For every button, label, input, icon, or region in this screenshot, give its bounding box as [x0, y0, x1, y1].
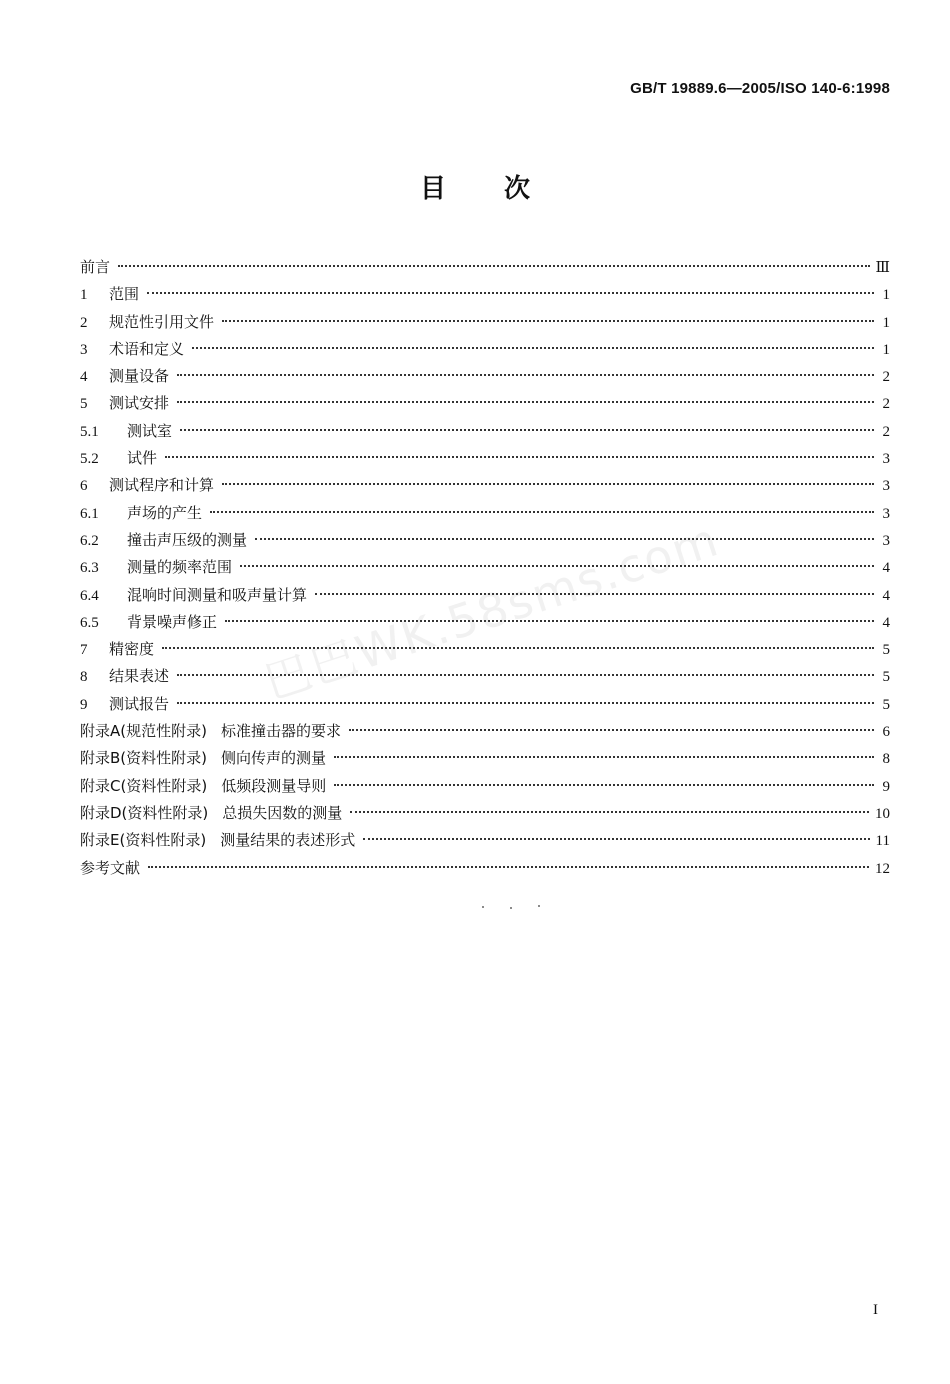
toc-entry-6[interactable] — [80, 474, 890, 501]
toc-entry-label: 混响时间测量和吸声量计算 — [127, 585, 308, 604]
toc-entry-5-1[interactable] — [80, 420, 890, 447]
toc-leader-dots — [177, 374, 874, 376]
toc-entry-number: 6.1 — [80, 505, 99, 522]
watermark: 巴巴WK.58sms.com — [257, 511, 726, 710]
toc-entry-page: 5 — [882, 642, 890, 659]
toc-entry-page: 2 — [882, 423, 890, 440]
toc-entry-label: 前言 — [80, 258, 111, 276]
toc-entry-number: 3 — [80, 341, 88, 358]
toc-entry-number: 6.4 — [80, 587, 99, 604]
toc-entry-number: 1 — [80, 287, 88, 304]
appendix-type: 附录B(资料性附录) — [80, 749, 207, 768]
toc-entry-page: Ⅲ — [875, 260, 890, 276]
toc-entry-number: 2 — [80, 314, 88, 331]
toc-leader-dots — [334, 784, 874, 786]
toc-entry-number: 4 — [80, 369, 88, 386]
toc-leader-dots — [118, 265, 870, 267]
toc-entry-page: 3 — [882, 505, 890, 522]
toc-entry-page: 6 — [882, 724, 890, 741]
toc-entry-6-2[interactable] — [80, 529, 890, 556]
toc-entry-number: 5.2 — [80, 451, 99, 468]
toc-entry-8[interactable] — [80, 665, 890, 692]
toc-leader-dots — [148, 866, 869, 868]
toc-entry-appendix-b[interactable] — [80, 747, 890, 774]
toc-entry-9[interactable] — [80, 693, 890, 720]
scan-specks — [480, 905, 550, 909]
toc-entry-label: 测试安排 — [109, 394, 170, 413]
toc-leader-dots — [177, 401, 874, 403]
toc-entry-number: 7 — [80, 642, 88, 659]
toc-entry-foreword[interactable] — [80, 256, 890, 283]
toc-entry-label: 撞击声压级的测量 — [127, 530, 248, 549]
appendix-title: 测量结果的表述形式 — [220, 831, 356, 850]
toc-entry-3[interactable] — [80, 338, 890, 365]
toc-entry-appendix-e[interactable] — [80, 829, 890, 856]
toc-entry-page: 1 — [882, 287, 890, 304]
toc-leader-dots — [350, 811, 869, 813]
toc-entry-2[interactable] — [80, 311, 890, 338]
page-number: I — [873, 1302, 878, 1318]
toc-entry-number: 6.2 — [80, 532, 99, 549]
toc-leader-dots — [192, 347, 874, 349]
table-of-contents — [80, 256, 890, 884]
toc-entry-number: 5.1 — [80, 423, 99, 440]
toc-entry-label: 背景噪声修正 — [127, 612, 218, 631]
toc-leader-dots — [222, 320, 874, 322]
toc-leader-dots — [147, 292, 874, 294]
toc-entry-6-1[interactable] — [80, 502, 890, 529]
toc-entry-label — [80, 775, 326, 797]
appendix-type: 附录E(资料性附录) — [80, 831, 207, 850]
toc-entry-page: 4 — [882, 587, 890, 604]
toc-entry-page: 1 — [882, 341, 890, 358]
toc-entry-label: 试件 — [127, 449, 158, 468]
toc-entry-page: 2 — [882, 369, 890, 386]
toc-leader-dots — [349, 729, 874, 731]
toc-entry-label: 参考文献 — [80, 858, 141, 877]
toc-leader-dots — [180, 429, 874, 431]
toc-entry-number: 5 — [80, 396, 88, 413]
toc-entry-page: 9 — [882, 778, 890, 795]
toc-entry-number: 9 — [80, 696, 88, 713]
toc-entry-label — [80, 720, 341, 742]
toc-entry-page: 10 — [875, 805, 890, 822]
toc-entry-label: 测量设备 — [109, 367, 170, 386]
appendix-type: 附录C(资料性附录) — [80, 776, 208, 795]
toc-entry-page: 11 — [875, 833, 890, 850]
title-char-1: 目 — [419, 174, 446, 204]
appendix-type: 附录A(规范性附录) — [80, 722, 207, 741]
toc-entry-label — [80, 802, 342, 824]
appendix-title: 标准撞击器的要求 — [220, 722, 341, 741]
toc-entry-page: 5 — [882, 669, 890, 686]
title-char-2: 次 — [504, 174, 531, 204]
toc-entry-label: 测量的频率范围 — [127, 558, 233, 577]
toc-entry-page: 12 — [875, 860, 890, 877]
toc-leader-dots — [334, 756, 874, 758]
toc-entry-appendix-c[interactable] — [80, 775, 890, 802]
toc-entry-page: 3 — [882, 478, 890, 495]
toc-entry-label: 结果表述 — [109, 667, 170, 686]
toc-leader-dots — [165, 456, 874, 458]
toc-leader-dots — [363, 838, 869, 840]
toc-entry-label — [80, 747, 326, 769]
toc-entry-page: 5 — [882, 696, 890, 713]
toc-entry-page: 3 — [882, 532, 890, 549]
toc-leader-dots — [210, 511, 874, 513]
toc-entry-number: 6.3 — [80, 560, 99, 577]
toc-entry-appendix-a[interactable] — [80, 720, 890, 747]
toc-entry-label: 测试程序和计算 — [109, 476, 215, 495]
toc-entry-label — [80, 829, 355, 851]
toc-entry-references[interactable] — [80, 857, 890, 884]
toc-entry-number: 6.5 — [80, 614, 99, 631]
toc-entry-page: 1 — [882, 314, 890, 331]
toc-leader-dots — [222, 483, 874, 485]
toc-entry-page: 4 — [882, 614, 890, 631]
toc-entry-page: 8 — [882, 751, 890, 768]
toc-entry-label: 范围 — [109, 285, 140, 304]
toc-entry-label: 测试报告 — [109, 694, 170, 713]
toc-entry-label: 测试室 — [127, 421, 173, 440]
toc-leader-dots — [255, 538, 874, 540]
toc-entry-page: 2 — [882, 396, 890, 413]
toc-entry-number: 6 — [80, 478, 88, 495]
appendix-title: 侧向传声的测量 — [221, 749, 327, 768]
toc-entry-appendix-d[interactable] — [80, 802, 890, 829]
toc-entry-1[interactable] — [80, 283, 890, 310]
appendix-title: 低频段测量导则 — [221, 776, 327, 795]
appendix-type: 附录D(资料性附录) — [80, 803, 209, 822]
toc-entry-number: 8 — [80, 669, 88, 686]
toc-entry-4[interactable] — [80, 365, 890, 392]
page-title — [0, 168, 950, 205]
standard-code: GB/T 19889.6—2005/ISO 140-6:1998 — [630, 80, 890, 97]
toc-entry-label: 规范性引用文件 — [109, 312, 215, 331]
toc-entry-page: 3 — [882, 451, 890, 468]
toc-entry-5-2[interactable] — [80, 447, 890, 474]
appendix-title: 总损失因数的测量 — [222, 803, 343, 822]
toc-entry-page: 4 — [882, 560, 890, 577]
toc-entry-label: 精密度 — [109, 640, 155, 659]
toc-entry-label: 声场的产生 — [127, 503, 203, 522]
toc-entry-5[interactable] — [80, 392, 890, 419]
toc-entry-label: 术语和定义 — [109, 339, 185, 358]
